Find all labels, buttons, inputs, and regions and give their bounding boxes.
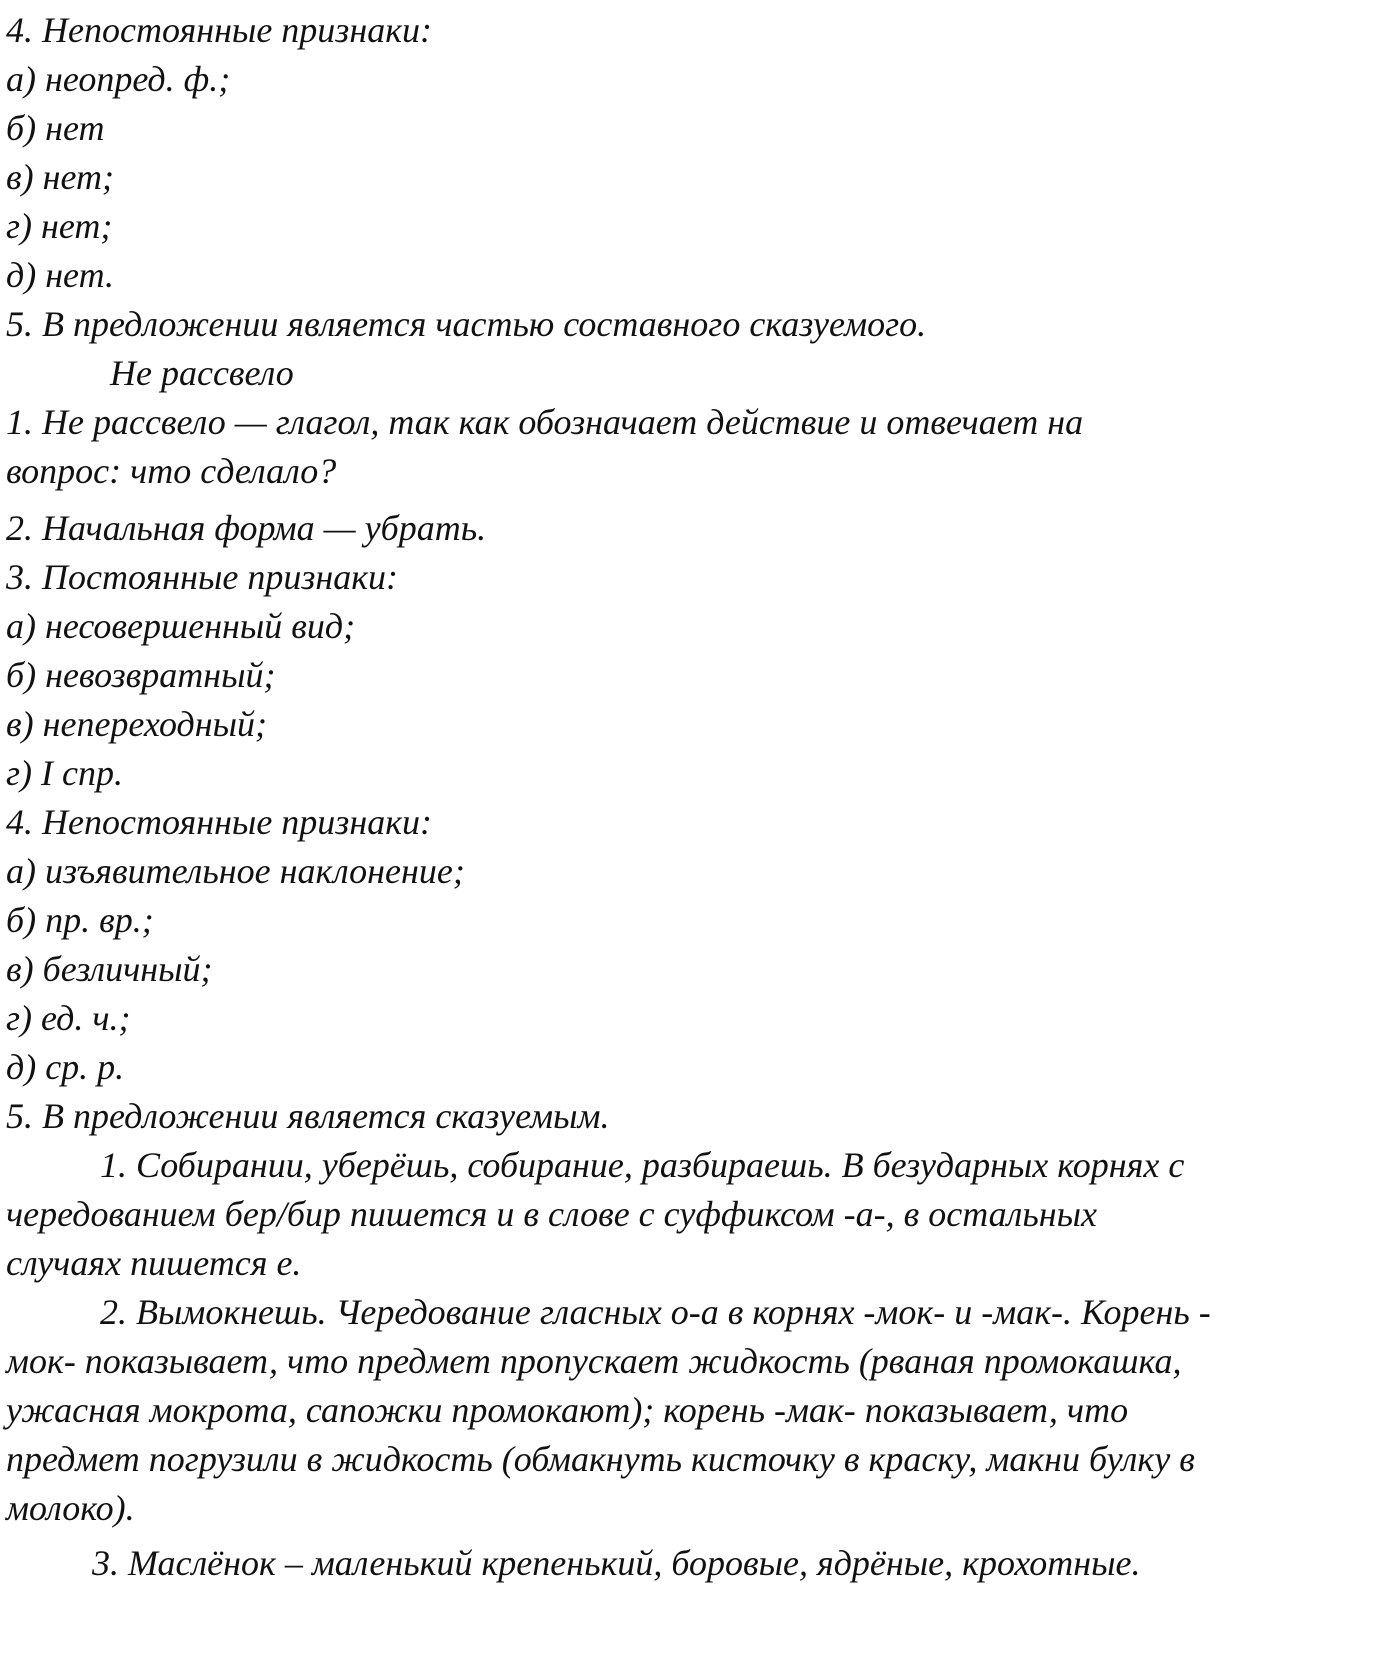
text-line: д) нет.	[6, 255, 114, 295]
paragraph-line: 1. Собирании, уберёшь, собирание, разбираешь. В безударных корнях с	[100, 1145, 1185, 1185]
paragraph-line: 2. Вымокнешь. Чередование гласных о-а в корнях -мок- и -мак-. Корень -	[100, 1292, 1211, 1332]
text-line: в) нет;	[6, 157, 114, 197]
text-line: 4. Непостоянные признаки:	[6, 802, 433, 842]
paragraph-line: мок- показывает, что предмет пропускает жидкость (рваная промокашка,	[6, 1341, 1182, 1381]
text-line: а) несовершенный вид;	[6, 606, 356, 646]
text-line: г) I спр.	[6, 753, 123, 793]
text-line: вопрос: что сделало?	[6, 451, 337, 491]
text-line: 5. В предложении является сказуемым.	[6, 1096, 610, 1136]
text-line: 5. В предложении является частью составного сказуемого.	[6, 304, 927, 344]
text-line: а) неопред. ф.;	[6, 59, 231, 99]
text-line: 3. Постоянные признаки:	[6, 557, 399, 597]
paragraph-line: предмет погрузили в жидкость (обмакнуть кисточку в краску, макни булку в	[6, 1439, 1195, 1479]
paragraph-line: случаях пишется е.	[6, 1243, 302, 1283]
paragraph-line: молоко).	[6, 1488, 135, 1528]
text-line: б) невозвратный;	[6, 655, 276, 695]
text-line: г) нет;	[6, 206, 113, 246]
text-line: 2. Начальная форма — убрать.	[6, 508, 487, 548]
section-heading: Не рассвело	[110, 353, 294, 393]
text-line: б) пр. вр.;	[6, 900, 154, 940]
paragraph-line: ужасная мокрота, сапожки промокают); корень -мак- показывает, что	[6, 1390, 1129, 1430]
text-line: 1. Не рассвело — глагол, так как обозначает действие и отвечает на	[6, 402, 1084, 442]
paragraph-line: чередованием бер/бир пишется и в слове с суффиксом -а-, в остальных	[6, 1194, 1097, 1234]
text-line: б) нет	[6, 108, 105, 148]
text-line: в) непереходный;	[6, 704, 267, 744]
text-line: а) изъявительное наклонение;	[6, 851, 465, 891]
text-line: 4. Непостоянные признаки:	[6, 10, 433, 50]
text-line: г) ед. ч.;	[6, 998, 131, 1038]
text-line: в) безличный;	[6, 949, 213, 989]
paragraph-line: 3. Маслёнок – маленький крепенький, боровые, ядрёные, крохотные.	[92, 1543, 1141, 1583]
text-line: д) ср. р.	[6, 1047, 125, 1087]
